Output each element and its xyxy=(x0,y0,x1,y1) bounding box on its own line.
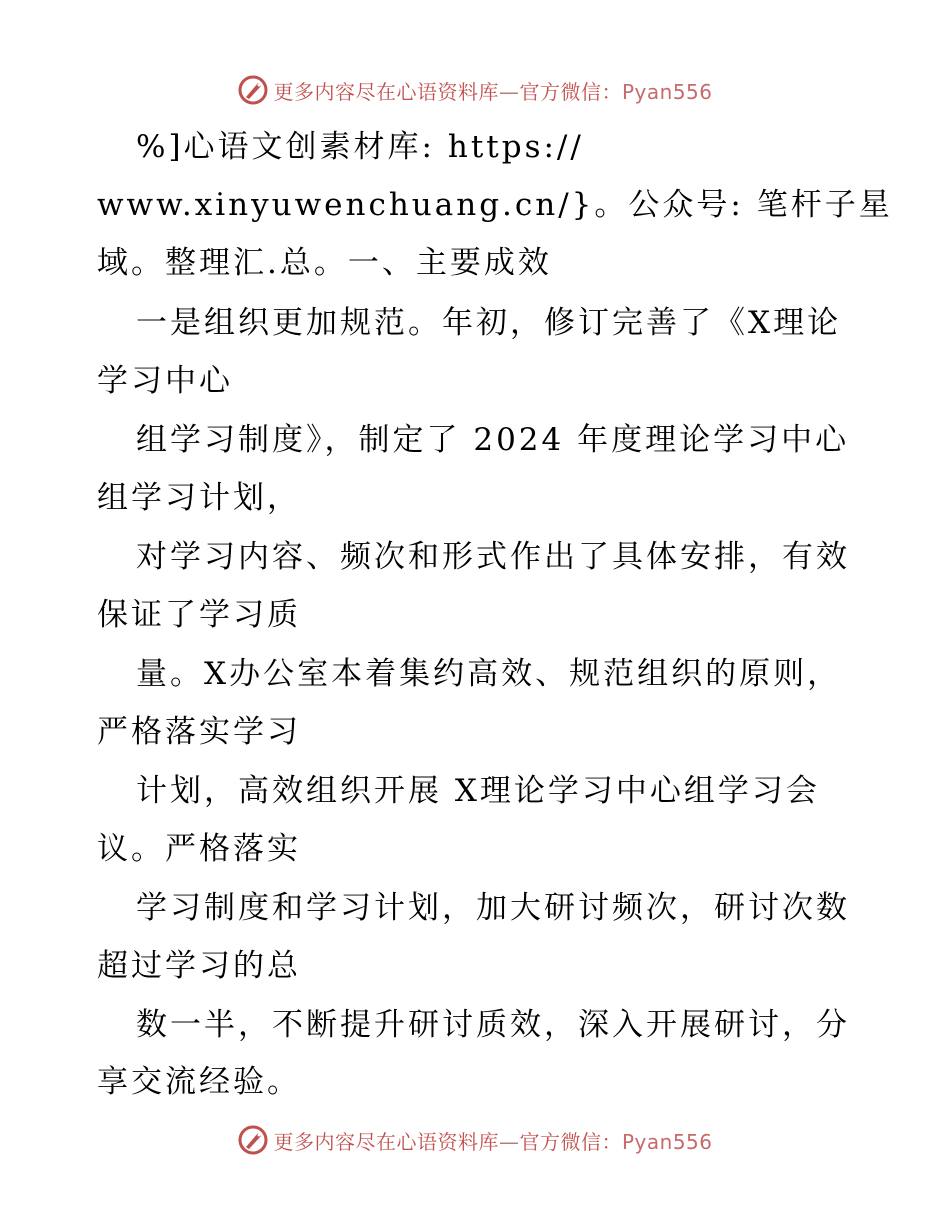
body-line: 超过学习的总 xyxy=(97,948,301,984)
body-line: 计划，高效组织开展 X理论学习中心组学习会 xyxy=(136,773,820,809)
body-line: 对学习内容、频次和形式作出了具体安排，有效 xyxy=(136,539,850,575)
body-line: 域。整理汇.总。一、主要成效 xyxy=(97,245,552,281)
body-line: 学习制度和学习计划，加大研讨频次，研讨次数 xyxy=(136,890,850,926)
body-line: 严格落实学习 xyxy=(97,714,301,750)
body-line: 组学习计划， xyxy=(97,480,301,516)
body-line: 数一半，不断提升研讨质效，深入开展研讨，分 xyxy=(136,1007,850,1043)
body-line: 享交流经验。 xyxy=(97,1064,301,1100)
body-line: %]心语文创素材库: https:// xyxy=(136,129,584,165)
body-line: 量。X办公室本着集约高效、规范组织的原则， xyxy=(136,656,842,692)
header-banner-text: 更多内容尽在心语资料库—官方微信：Pyan556 xyxy=(273,79,713,104)
footer-banner xyxy=(0,1120,950,1160)
body-line: 组学习制度》，制定了 2024 年度理论学习中心 xyxy=(136,422,850,458)
body-line: www.xinyuwenchuang.cn/}。公众号: 笔杆子星 xyxy=(97,187,893,223)
body-line: 学习中心 xyxy=(97,363,233,399)
footer-banner-text: 更多内容尽在心语资料库—官方微信：Pyan556 xyxy=(273,1129,713,1154)
header-banner xyxy=(0,70,950,110)
body-line: 一是组织更加规范。年初，修订完善了《X理论 xyxy=(136,305,842,341)
pen-nib-circle-icon xyxy=(237,74,269,106)
body-line: 议。严格落实 xyxy=(97,831,301,867)
body-line: 保证了学习质 xyxy=(97,597,301,633)
pen-nib-circle-icon xyxy=(237,1124,269,1156)
